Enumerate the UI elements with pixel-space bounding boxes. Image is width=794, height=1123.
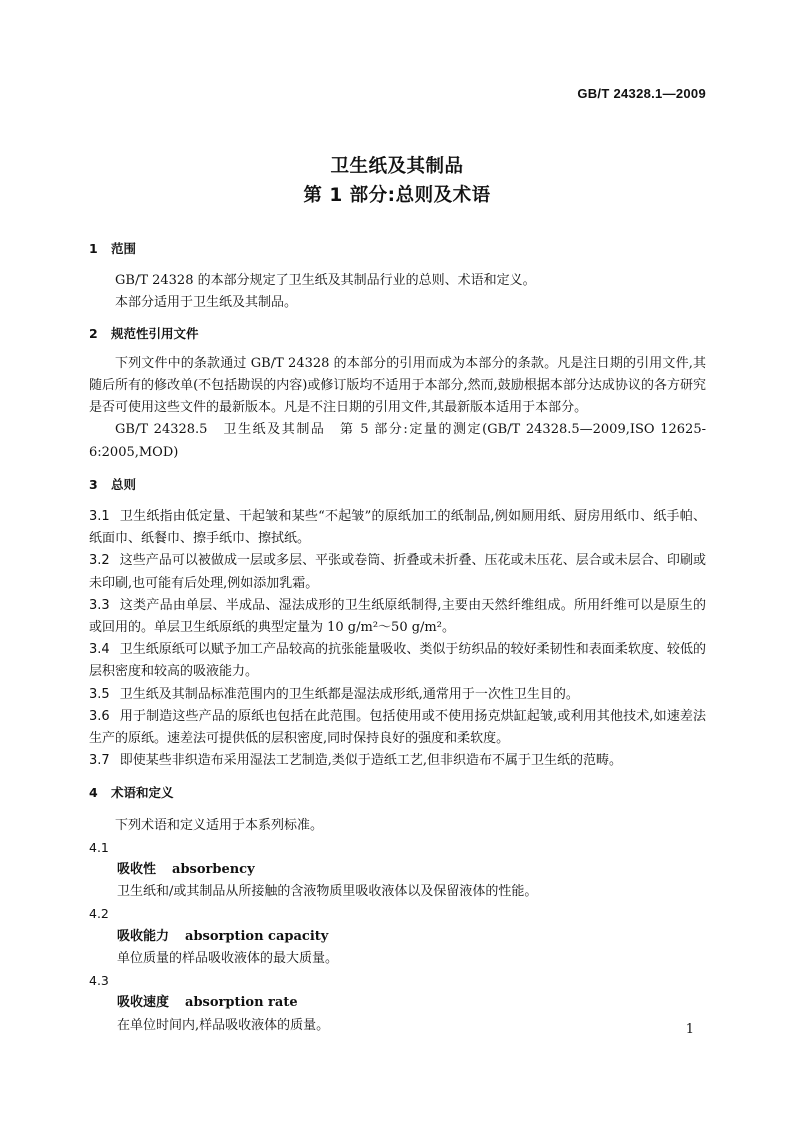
term-definition: 卫生纸和/或其制品从所接触的含液物质里吸收液体以及保留液体的性能。 — [117, 884, 538, 900]
clause-number: 3.2 — [89, 553, 110, 569]
section-title: 规范性引用文件 — [111, 325, 199, 341]
clause-text: 这些产品可以被做成一层或多层、平张或卷筒、折叠或未折叠、压花或未压花、层合或未层合、印刷或未印刷,也可能有后处理,例如添加乳霜。 — [89, 553, 706, 591]
clause-number: 3.7 — [89, 753, 110, 769]
term-chinese: 吸收性 — [117, 862, 157, 878]
term-entry — [89, 859, 706, 881]
clause-number: 3.1 — [89, 509, 110, 525]
term-number: 4.2 — [89, 906, 109, 922]
reference-entry: GB/T 24328.5 卫生纸及其制品 第 5 部分:定量的测定(GB/T 24328.5—2009,ISO 12625-6:2005,MOD) — [89, 422, 706, 460]
term-number: 4.3 — [89, 973, 109, 989]
section-number: 3 — [89, 476, 98, 492]
section-number: 1 — [89, 241, 98, 256]
clause-text: 卫生纸及其制品标准范围内的卫生纸都是湿法成形纸,通常用于一次性卫生目的。 — [119, 686, 579, 702]
section-title: 总则 — [111, 476, 137, 492]
term-english: absorption capacity — [185, 928, 329, 944]
page-number: 1 — [685, 1022, 694, 1037]
document-body — [89, 238, 706, 1037]
term-chinese: 吸收能力 — [117, 928, 170, 944]
clause — [89, 639, 706, 683]
paragraph: 下列术语和定义适用于本系列标准。 — [115, 817, 324, 833]
section-title: 术语和定义 — [111, 785, 174, 801]
term-number: 4.1 — [89, 839, 109, 855]
term-chinese: 吸收速度 — [117, 995, 170, 1011]
clause-text: 卫生纸指由低定量、干起皱和某些“不起皱”的原纸加工的纸制品,例如厕用纸、厨房用纸巾、纸手帕、纸面巾、纸餐巾、擦手纸巾、擦拭纸。 — [89, 509, 706, 547]
paragraph: GB/T 24328 的本部分规定了卫生纸及其制品行业的总则、术语和定义。 — [115, 273, 536, 289]
document-subtitle: 第 1 部分:总则及术语 — [303, 185, 491, 206]
term-english: absorption rate — [185, 995, 298, 1011]
paragraph: 下列文件中的条款通过 GB/T 24328 的本部分的引用而成为本部分的条款。凡是注日期的引用文件,其随后所有的修改单(不包括勘误的内容)或修订版均不适用于本部分,然而,鼓励根据本部分达成协议的各方研究是否可使用这些文件的最新版本。凡是不注日期的引用文件,其最新版本适用于本部分。 — [89, 355, 706, 416]
clause — [89, 684, 706, 706]
clause — [89, 550, 706, 594]
section-heading-scope — [89, 238, 706, 260]
standard-code: GB/T 24328.1—2009 — [577, 86, 706, 101]
clause — [89, 706, 706, 750]
document-title: 卫生纸及其制品 — [330, 156, 464, 177]
section-number: 4 — [89, 785, 98, 801]
section-heading-normative-references — [89, 323, 706, 345]
section-heading-terms — [89, 782, 706, 804]
clause-number: 3.5 — [89, 686, 110, 702]
clause-list — [89, 506, 706, 772]
term-entry — [89, 992, 706, 1014]
clause-number: 3.4 — [89, 642, 110, 658]
term-entry — [89, 926, 706, 948]
clause-number: 3.6 — [89, 708, 110, 724]
term-definition: 在单位时间内,样品吸收液体的质量。 — [117, 1017, 330, 1033]
term-english: absorbency — [172, 862, 255, 878]
section-number: 2 — [89, 325, 98, 341]
clause-number: 3.3 — [89, 597, 110, 613]
clause — [89, 595, 706, 639]
clause — [89, 750, 706, 772]
section-heading-general — [89, 474, 706, 496]
term-definition: 单位质量的样品吸收液体的最大质量。 — [117, 950, 339, 966]
clause — [89, 506, 706, 550]
section-title: 范围 — [111, 241, 137, 256]
clause-text: 这类产品由单层、半成品、湿法成形的卫生纸原纸制得,主要由天然纤维组成。所用纤维可以是原生的或回用的。单层卫生纸原纸的典型定量为 10 g/m²～50 g/m²。 — [89, 597, 706, 636]
clause-text: 用于制造这些产品的原纸也包括在此范围。包括使用或不使用扬克烘缸起皱,或利用其他技术,如速差法生产的原纸。速差法可提供低的层积密度,同时保持良好的强度和柔软度。 — [89, 708, 706, 747]
clause-text: 卫生纸原纸可以赋予加工产品较高的抗张能量吸收、类似于纺织品的较好柔韧性和表面柔软度、较低的层积密度和较高的吸液能力。 — [89, 642, 706, 680]
paragraph: 本部分适用于卫生纸及其制品。 — [115, 295, 298, 311]
clause-text: 即使某些非织造布采用湿法工艺制造,类似于造纸工艺,但非织造布不属于卫生纸的范畴。 — [119, 753, 622, 769]
